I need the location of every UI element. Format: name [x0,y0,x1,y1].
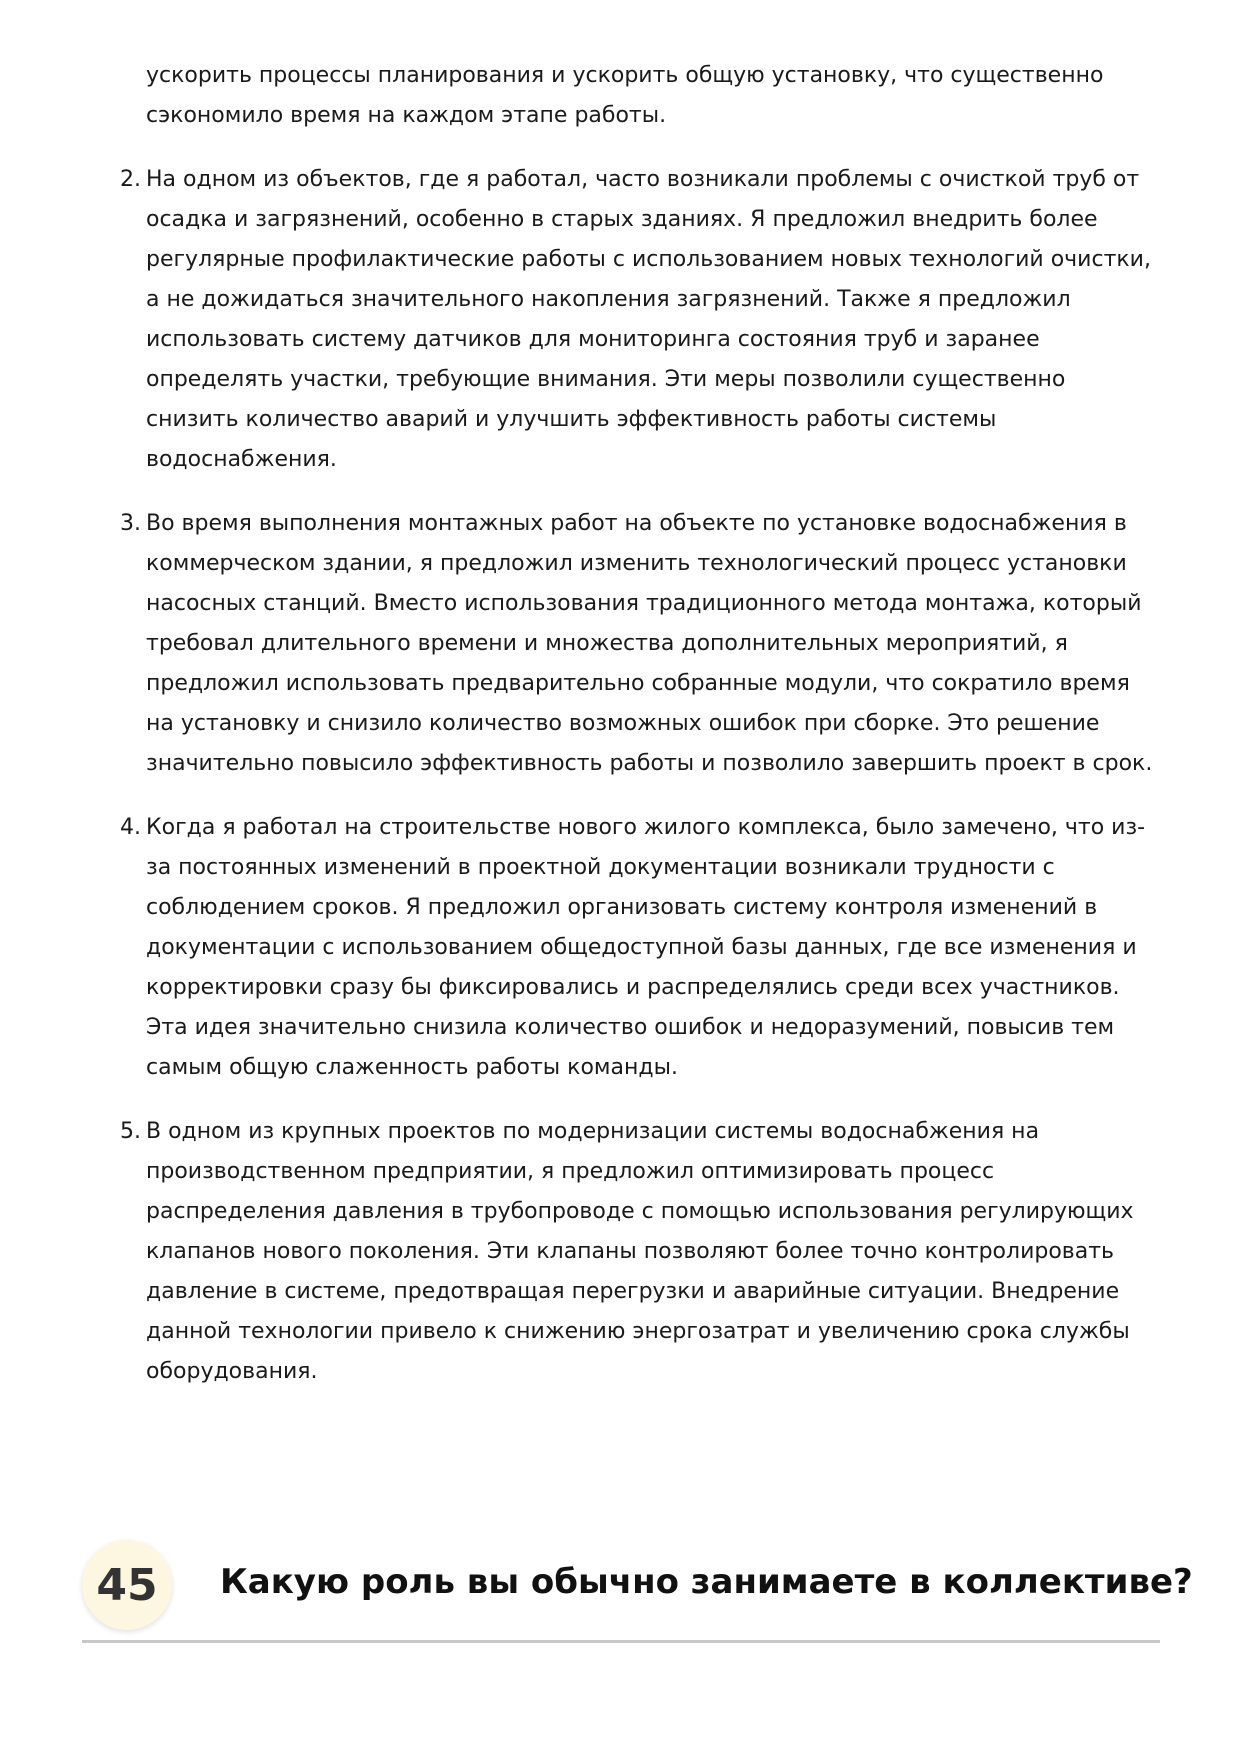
question-title: Какую роль вы обычно занимаете в коллективе? [220,1562,1193,1602]
list-item [120,1112,1160,1392]
divider [82,1640,1160,1643]
question-number-badge: 45 [82,1540,172,1630]
list-item-text: Когда я работал на строительстве нового жилого комплекса, было замечено, что из-за постоянных изменений в проектной документации возникали трудности с соблюдением сроков. Я предложил организовать систему контроля изменений в документации с использованием общедоступной базы данных, где все изменения и корректировки сразу бы фиксировались и распределялись среди всех участников. Эта идея значительно снизила количество ошибок и недоразумений, повысив тем самым общую слаженность работы команды. [146,815,1146,1080]
list-item-text: На одном из объектов, где я работал, часто возникали проблемы с очисткой труб от осадка и загрязнений, особенно в старых зданиях. Я предложил внедрить более регулярные профилактические работы с использованием новых технологий очистки, а не дожидаться значительного накопления загрязнений. Также я предложил использовать систему датчиков для мониторинга состояния труб и заранее определять участки, требующие внимания. Эти меры позволили существенно снизить количество аварий и улучшить эффективность работы системы водоснабжения. [146,167,1151,472]
document-body [120,56,1160,1416]
list-item [120,808,1160,1088]
list-item-text: Во время выполнения монтажных работ на объекте по установке водоснабжения в коммерческом здании, я предложил изменить технологический процесс установки насосных станций. Вместо использования традиционного метода монтажа, который требовал длительного времени и множества дополнительных мероприятий, я предложил использовать предварительно собранные модули, что сократило время на установку и снизило количество возможных ошибок при сборке. Это решение значительно повысило эффективность работы и позволило завершить проект в срок. [146,511,1153,776]
list-item [120,160,1160,480]
continued-paragraph: ускорить процессы планирования и ускорить общую установку, что существенно сэкономило время на каждом этапе работы. [146,63,1104,128]
list-item-text: В одном из крупных проектов по модернизации системы водоснабжения на производственном предприятии, я предложил оптимизировать процесс распределения давления в трубопроводе с помощью использования регулирующих клапанов нового поколения. Эти клапаны позволяют более точно контролировать давление в системе, предотвращая перегрузки и аварийные ситуации. Внедрение данной технологии привело к снижению энергозатрат и увеличению срока службы оборудования. [146,1119,1134,1384]
list-item-number: 5. [120,1119,141,1144]
list-item [120,504,1160,784]
list-item-number: 4. [120,815,141,840]
question-header [82,1540,1193,1640]
list-item-number: 3. [120,511,141,536]
list-item-number: 2. [120,167,141,192]
